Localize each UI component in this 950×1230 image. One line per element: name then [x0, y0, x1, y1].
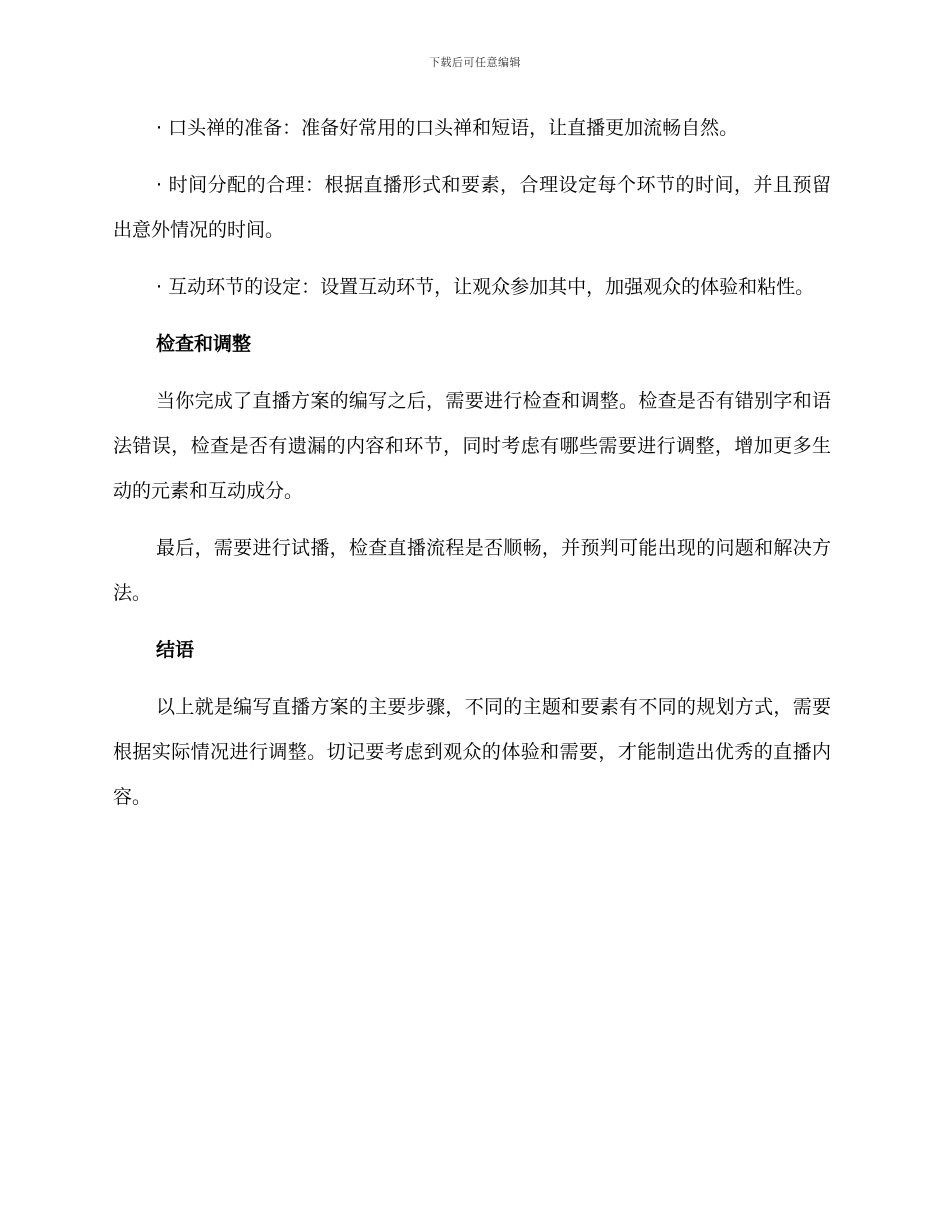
document-body — [113, 106, 831, 832]
paragraph-review: 当你完成了直播方案的编写之后，需要进行检查和调整。检查是否有错别字和语法错误，检查是否有遗漏的内容和环节，同时考虑有哪些需要进行调整，增加更多生动的元素和互动成分。 — [113, 390, 831, 502]
paragraph-conclusion: 以上就是编写直播方案的主要步骤，不同的主题和要素有不同的规划方式，需要根据实际情况进行调整。切记要考虑到观众的体验和需要，才能制造出优秀的直播内容。 — [113, 696, 831, 808]
bullet-time-allocation: · 时间分配的合理：根据直播形式和要素，合理设定每个环节的时间，并且预留出意外情况的时间。 — [113, 174, 831, 241]
bullet-interaction-setup: · 互动环节的设定：设置互动环节，让观众参加其中，加强观众的体验和粘性。 — [156, 276, 815, 298]
section-heading-review: 检查和调整 — [156, 333, 252, 355]
section-heading-conclusion: 结语 — [156, 639, 195, 661]
header-note: 下载后可任意编辑 — [429, 56, 521, 69]
bullet-catchphrase-prep: · 口头禅的准备：准备好常用的口头禅和短语，让直播更加流畅自然。 — [156, 117, 739, 139]
paragraph-trial-run: 最后，需要进行试播，检查直播流程是否顺畅，并预判可能出现的问题和解决方法。 — [113, 537, 831, 604]
